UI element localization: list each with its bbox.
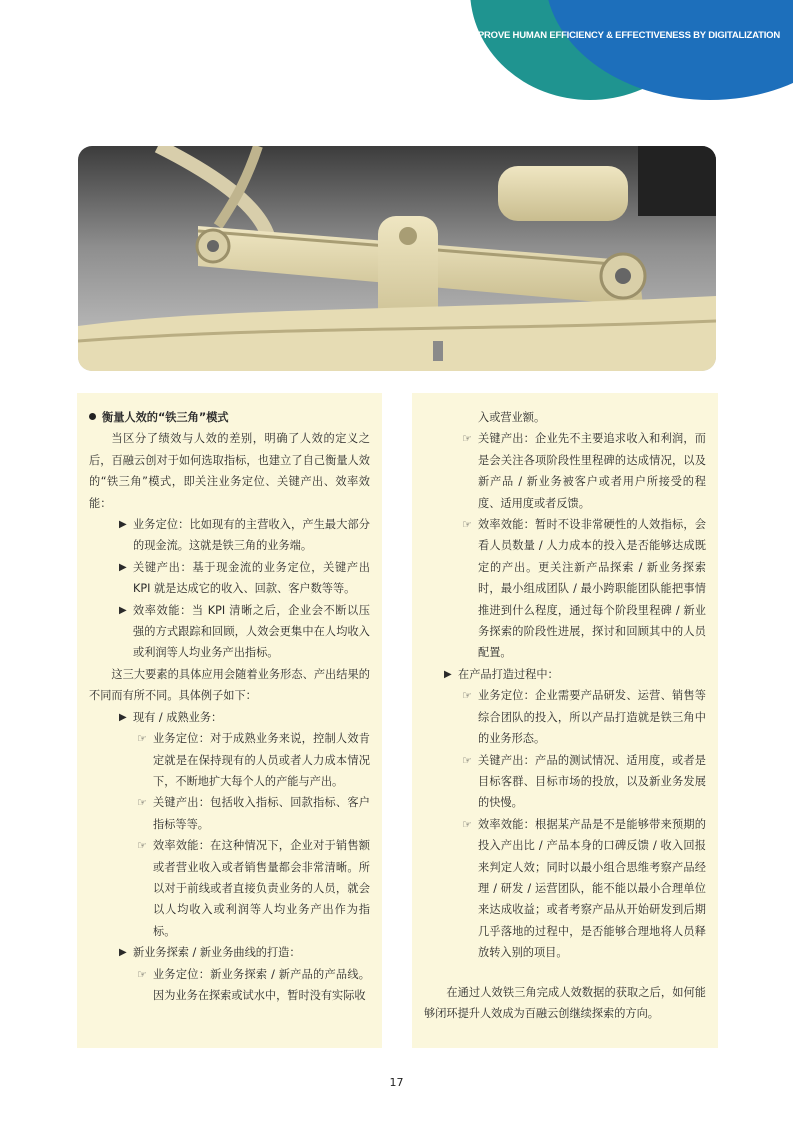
- list-item: [424, 814, 706, 964]
- list-item-text: 效率效能：在这种情况下，企业对于销售额或者营业收入或者销售量都会非常清晰。所以对于前线或者直接负责业务的人员，就会以人均收入或利润等人均业务产出作为指标。: [153, 839, 370, 938]
- section-heading: [89, 407, 370, 428]
- list-item-text: 业务定位：比如现有的主营收入，产生最大部分的现金流。这就是铁三角的业务端。: [133, 518, 370, 553]
- list-item-text: 业务定位：对于成熟业务来说，控制人效肯定就是在保持现有的人员或者人力成本情况下，不断地扩大每个人的产能与产出。: [153, 732, 370, 788]
- examples-paragraph: 这三大要素的具体应用会随着业务形态、产出结果的不同而有所不同。具体例子如下：: [89, 667, 370, 703]
- right-triangle-icon: ▶: [119, 519, 127, 531]
- list-item: [89, 964, 370, 1007]
- list-item-text: 业务定位：新业务探索 / 新产品的产品线。因为业务在探索或试水中，暂时没有实际收: [153, 967, 370, 1002]
- right-triangle-icon: ▶: [119, 711, 127, 723]
- list-item-text: 关键产出：产品的测试情况、适用度，或者是目标客群、目标市场的投放，以及新业务发展的快慢。: [478, 753, 706, 810]
- subsection-title-text: 新业务探索 / 新业务曲线的打造：: [133, 946, 301, 960]
- subsection-title: [89, 707, 370, 728]
- section-heading-text: 衡量人效的“铁三角”模式: [102, 411, 229, 424]
- list-item: [424, 514, 706, 664]
- closing-paragraph: 在通过人效铁三角完成人效数据的获取之后，如何能够闭环提升人效成为百融云创继续探索的方向。: [424, 985, 706, 1020]
- right-triangle-icon: ▶: [119, 947, 127, 959]
- list-item: [89, 835, 370, 942]
- list-item-text: 关键产出：基于现金流的业务定位，关键产出 KPI 就是达成它的收入、回款、客户数等等。: [133, 560, 370, 596]
- list-item: [424, 750, 706, 814]
- list-item: [89, 557, 370, 600]
- subsection-title: [424, 664, 706, 685]
- list-item-text: 关键产出：企业先不主要追求收入和利润，而是会关注各项阶段性里程碑的达成情况，以及新产品 / 新业务被客户或者用户所接受的程度、适用度或者反馈。: [478, 432, 706, 510]
- list-item-text: 业务定位：企业需要产品研发、运营、销售等综合团队的投入，所以产品打造就是铁三角中的业务形态。: [478, 689, 706, 746]
- list-item: [89, 600, 370, 664]
- list-item-text: 关键产出：包括收入指标、回款指标、客户指标等等。: [153, 796, 370, 831]
- right-triangle-icon: ▶: [444, 668, 452, 680]
- list-item-text: 效率效能：当 KPI 清晰之后，企业会不断以压强的方式跟踪和回顾，人效会更集中在人均收入或利润等人均业务产出指标。: [133, 603, 370, 660]
- list-item: [424, 428, 706, 514]
- header-title: HOW TO IMPROVE HUMAN EFFICIENCY & EFFECTIVENESS BY DIGITALIZATION: [427, 30, 780, 41]
- right-triangle-icon: ▶: [119, 604, 127, 616]
- intro-paragraph: 当区分了绩效与人效的差别，明确了人效的定义之后，百融云创对于如何选取指标，也建立了自己衡量人效的“铁三角”模式，即关注业务定位、关键产出、效率效能：: [89, 432, 370, 510]
- list-item: [89, 514, 370, 557]
- pointing-hand-icon: ☞: [462, 689, 472, 703]
- list-item: [424, 685, 706, 749]
- pointing-hand-icon: ☞: [462, 753, 472, 767]
- list-item: [89, 728, 370, 792]
- pointing-hand-icon: ☞: [137, 796, 147, 810]
- left-column-panel: [77, 393, 382, 1048]
- pointing-hand-icon: ☞: [462, 432, 472, 446]
- pointing-hand-icon: ☞: [137, 839, 147, 853]
- pointing-hand-icon: ☞: [462, 817, 472, 831]
- pointing-hand-icon: ☞: [137, 732, 147, 746]
- filled-circle-icon: [89, 413, 96, 420]
- subsection-title: [89, 942, 370, 963]
- list-item-text: 效率效能：暂时不设非常硬性的人效指标，会看人员数量 / 人力成本的投入是否能够达成既定的产出。更关注新产品探索 / 新业务探索时，最小组成团队 / 最小跨职能团队能把事情推进到什么程度，通过每个阶段里程碑 / 新业务探索的阶段性进展，探讨和回顾其中的人员配置。: [478, 518, 706, 660]
- right-column-panel: [412, 393, 718, 1048]
- balance-scale-photo: [78, 146, 716, 371]
- list-item: [89, 792, 370, 835]
- subsection-title-text: 在产品打造过程中：: [458, 667, 559, 681]
- right-triangle-icon: ▶: [119, 561, 127, 573]
- page-number: 17: [389, 1076, 404, 1089]
- pointing-hand-icon: ☞: [462, 518, 472, 532]
- continued-text: 入或营业额。: [478, 411, 546, 424]
- pointing-hand-icon: ☞: [137, 967, 147, 981]
- subsection-title-text: 现有 / 成熟业务：: [133, 710, 223, 724]
- list-item-text: 效率效能：根据某产品是不是能够带来预期的投入产出比 / 产品本身的口碑反馈 / 收入回报来判定人效；同时以最小组合思维考察产品经理 / 研发 / 运营团队，能不能以最小合理单位来达成收益；或者考察产品从开始研发到后期几乎落地的过程中，是否能够合理地将人员释放转入别的项目。: [478, 817, 706, 960]
